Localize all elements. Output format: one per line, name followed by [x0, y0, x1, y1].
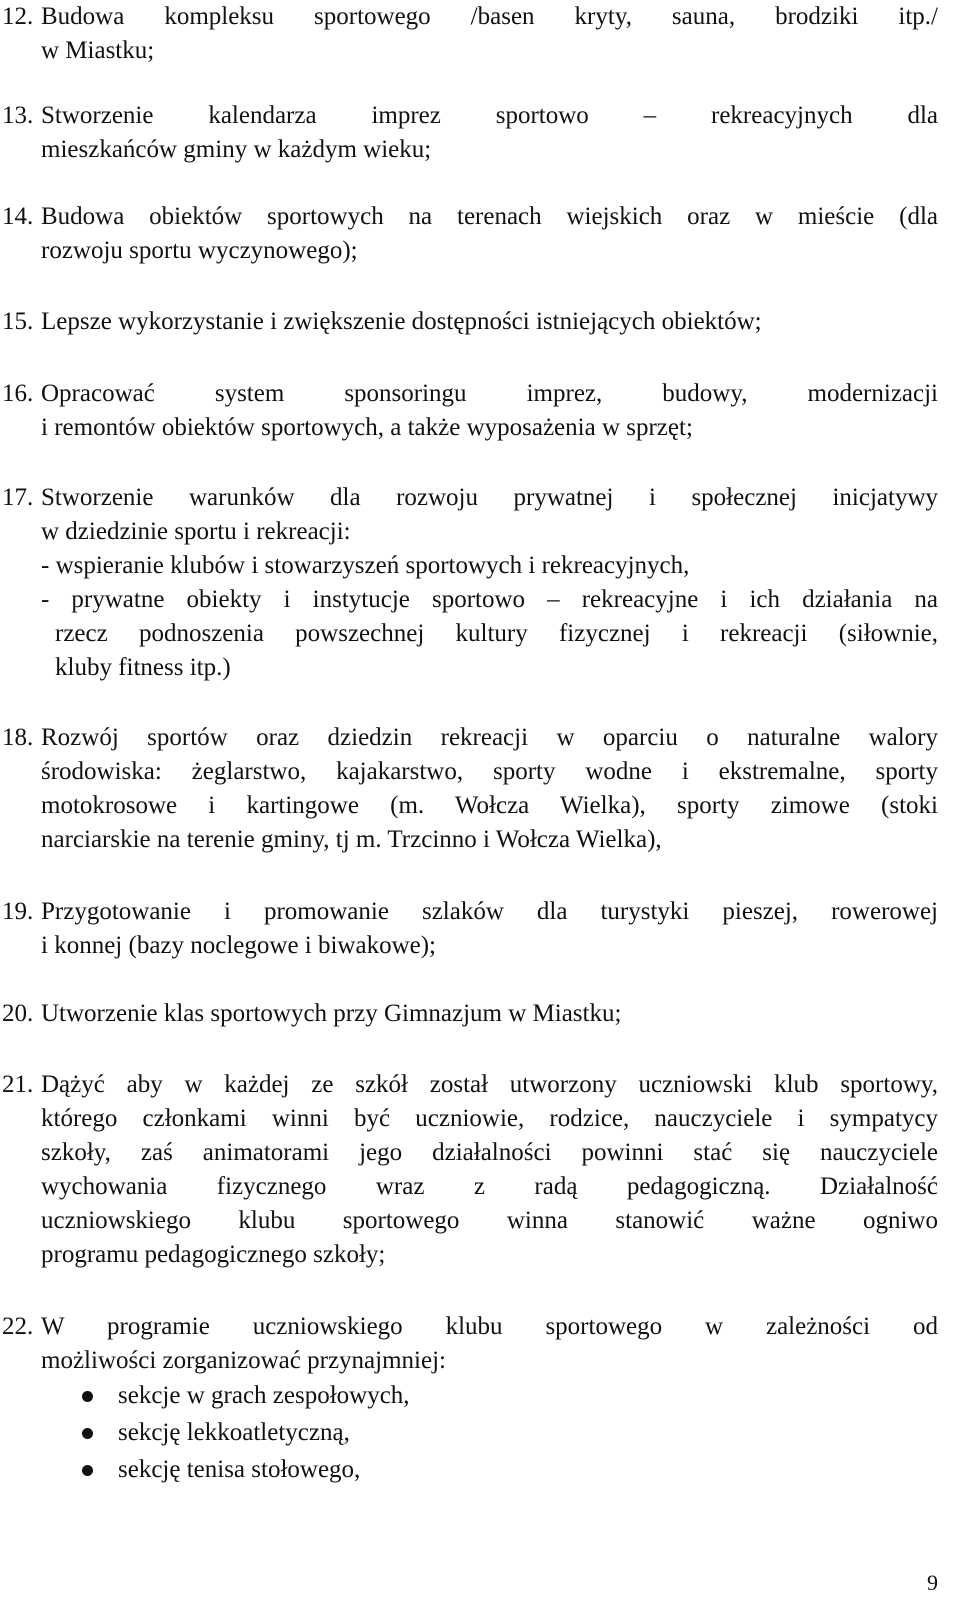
item-text — [41, 1068, 938, 1272]
bullet-text: sekcję lekkoatletyczną, — [118, 1419, 350, 1446]
text-line: motokrosowe i kartingowe (m. Wołcza Wielka), sporty zimowe (stoki — [41, 792, 938, 819]
text-line: Budowa kompleksu sportowego /basen kryty, sauna, brodziki itp./ — [41, 3, 938, 30]
item-text — [41, 481, 938, 685]
text-line: rzecz podnoszenia powszechnej kultury fizycznej i rekreacji (siłownie, — [55, 620, 938, 647]
text-line: Stworzenie kalendarza imprez sportowo – rekreacyjnych dla — [41, 102, 938, 129]
bullet-icon — [82, 1391, 93, 1402]
text-line: szkoły, zaś animatorami jego działalności powinni stać się nauczyciele — [41, 1139, 938, 1166]
bullet-list — [82, 1379, 682, 1490]
bullet-icon — [82, 1428, 93, 1439]
page-number: 9 — [927, 1570, 938, 1595]
item-number: 22. — [2, 1313, 34, 1340]
list-item-19 — [2, 895, 938, 963]
item-number: 14. — [2, 203, 34, 230]
bullet-item — [82, 1416, 682, 1453]
text-line: możliwości zorganizować przynajmniej: — [41, 1347, 446, 1374]
list-item-21 — [2, 1068, 938, 1272]
item-text — [41, 99, 938, 167]
bullet-icon — [82, 1465, 93, 1476]
list-item-13 — [2, 99, 938, 167]
item-number: 21. — [2, 1071, 34, 1098]
text-line: Lepsze wykorzystanie i zwiększenie dostępności istniejących obiektów; — [41, 308, 762, 335]
text-line: środowiska: żeglarstwo, kajakarstwo, sporty wodne i ekstremalne, sporty — [41, 758, 938, 785]
item-number: 12. — [2, 3, 34, 30]
text-line: rozwoju sportu wyczynowego); — [41, 237, 358, 264]
text-line: W programie uczniowskiego klubu sportowego w zależności od — [41, 1313, 938, 1340]
item-text — [41, 305, 938, 339]
text-line: i remontów obiektów sportowych, a także wyposażenia w sprzęt; — [41, 414, 693, 441]
item-text — [41, 721, 938, 857]
bullet-item — [82, 1379, 682, 1416]
text-line: uczniowskiego klubu sportowego winna stanowić ważne ogniwo — [41, 1207, 938, 1234]
item-number: 18. — [2, 724, 34, 751]
text-line: w Miastku; — [41, 37, 155, 64]
text-line: mieszkańców gminy w każdym wieku; — [41, 136, 432, 163]
text-line: Stworzenie warunków dla rozwoju prywatnej i społecznej inicjatywy — [41, 484, 938, 511]
list-item-14 — [2, 200, 938, 268]
item-number: 15. — [2, 308, 34, 335]
list-item-12 — [2, 0, 938, 68]
text-line: Opracować system sponsoringu imprez, budowy, modernizacji — [41, 380, 938, 407]
bullet-item — [82, 1453, 682, 1490]
item-number: 17. — [2, 484, 34, 511]
text-line: w dziedzinie sportu i rekreacji: — [41, 518, 351, 545]
text-line: narciarskie na terenie gminy, tj m. Trzcinno i Wołcza Wielka), — [41, 826, 662, 853]
text-line: Rozwój sportów oraz dziedzin rekreacji w oparciu o naturalne walory — [41, 724, 938, 751]
item-text — [41, 200, 938, 268]
item-number: 16. — [2, 380, 34, 407]
text-line: kluby fitness itp.) — [55, 654, 231, 681]
text-line: Dążyć aby w każdej ze szkół został utworzony uczniowski klub sportowy, — [41, 1071, 938, 1098]
list-item-22 — [2, 1310, 938, 1378]
list-item-20 — [2, 997, 938, 1031]
text-line: Przygotowanie i promowanie szlaków dla turystyki pieszej, rowerowej — [41, 898, 938, 925]
text-line: i konnej (bazy noclegowe i biwakowe); — [41, 932, 437, 959]
item-text — [41, 377, 938, 445]
item-text — [41, 997, 938, 1031]
text-line: Budowa obiektów sportowych na terenach wiejskich oraz w mieście (dla — [41, 203, 938, 230]
text-line: - wspieranie klubów i stowarzyszeń sportowych i rekreacyjnych, — [41, 552, 690, 579]
item-number: 13. — [2, 102, 34, 129]
text-line: wychowania fizycznego wraz z radą pedagogiczną. Działalność — [41, 1173, 938, 1200]
item-number: 20. — [2, 1000, 34, 1027]
bullet-text: sekcje w grach zespołowych, — [118, 1382, 410, 1409]
text-line: którego członkami winni być uczniowie, rodzice, nauczyciele i sympatycy — [41, 1105, 938, 1132]
list-item-16 — [2, 377, 938, 445]
text-line: Utworzenie klas sportowych przy Gimnazjum w Miastku; — [41, 1000, 622, 1027]
item-text — [41, 895, 938, 963]
list-item-17 — [2, 481, 938, 685]
item-text — [41, 0, 938, 68]
text-line: programu pedagogicznego szkoły; — [41, 1241, 386, 1268]
list-item-18 — [2, 721, 938, 857]
item-number: 19. — [2, 898, 34, 925]
bullet-text: sekcję tenisa stołowego, — [118, 1456, 361, 1483]
text-line: - prywatne obiekty i instytucje sportowo – rekreacyjne i ich działania na — [41, 586, 938, 613]
list-item-15 — [2, 305, 938, 339]
item-text — [41, 1310, 938, 1378]
